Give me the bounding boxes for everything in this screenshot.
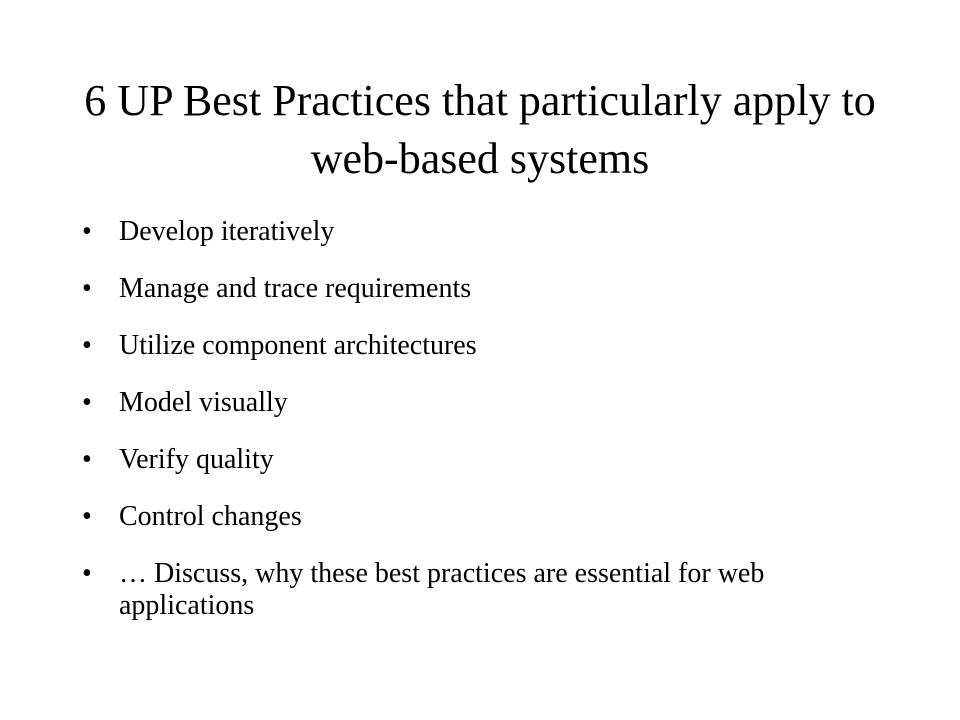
bullet-text: Utilize component architectures <box>119 330 477 361</box>
slide-title: 6 UP Best Practices that particularly apply to web-based systems <box>84 76 876 183</box>
bullet-point-icon: • <box>82 273 92 304</box>
bullet-text: Develop iteratively <box>119 216 335 247</box>
bullet-item <box>82 216 882 248</box>
bullet-list <box>82 216 882 647</box>
bullet-point-icon: • <box>82 387 92 418</box>
bullet-point-icon: • <box>82 444 92 475</box>
bullet-text: Verify quality <box>119 444 274 475</box>
bullet-point-icon: • <box>82 501 92 532</box>
bullet-item <box>82 558 882 622</box>
bullet-text: … Discuss, why these best practices are essential for web applications <box>119 558 765 621</box>
bullet-point-icon: • <box>82 216 92 247</box>
bullet-point-icon: • <box>82 330 92 361</box>
bullet-text: Model visually <box>119 387 288 418</box>
bullet-item <box>82 501 882 533</box>
bullet-item <box>82 273 882 305</box>
bullet-text: Control changes <box>119 501 302 532</box>
bullet-point-icon: • <box>82 558 92 589</box>
bullet-item <box>82 330 882 362</box>
bullet-item <box>82 387 882 419</box>
bullet-text: Manage and trace requirements <box>119 273 472 304</box>
bullet-item <box>82 444 882 476</box>
